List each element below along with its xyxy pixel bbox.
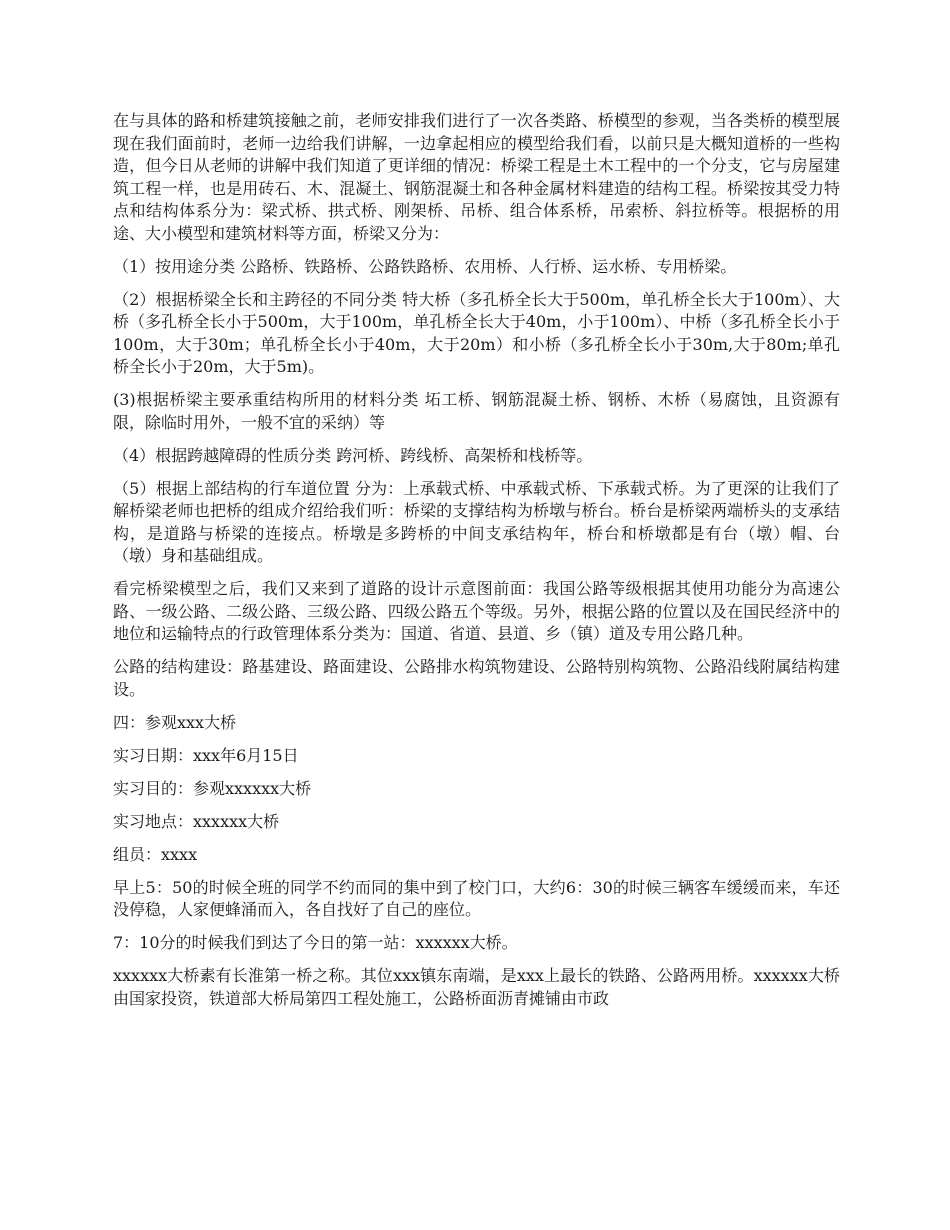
paragraph-purpose: 实习目的：参观xxxxxx大桥	[113, 778, 312, 798]
paragraph-arrival: 7：10分的时候我们到达了今日的第一站：xxxxxx大桥。	[113, 933, 518, 952]
paragraph-bridge-intro: xxxxxx大桥素有长淮第一桥之称。其位xxx镇东南端，是xxx上最长的铁路、公路两用桥。xxxxxx大桥由国家投资，铁道部大桥局第四工程处施工，公路桥面沥青摊铺由市政	[113, 966, 840, 1008]
paragraph-classification-by-use: （1）按用途分类 公路桥、铁路桥、公路铁路桥、农用桥、人行桥、运水桥、专用桥梁。	[113, 256, 737, 276]
paragraph-morning: 早上5：50的时候全班的同学不约而同的集中到了校门口，大约6：30的时候三辆客车缓缓而来，车还没停稳，人家便蜂涌而入，各自找好了自己的座位。	[113, 877, 840, 919]
paragraph-intro: 在与具体的路和桥建筑接触之前，老师安排我们进行了一次各类路、桥模型的参观，当各类桥的模型展现在我们面前时，老师一边给我们讲解，一边拿起相应的模型给我们看，以前只是大概知道桥的一些构造，但今日从老师的讲解中我们知道了更详细的情况：桥梁工程是土木工程中的一个分支，它与房屋建筑工程一样，也是用砖石、木、混凝土、钢筋混凝土和各种金属材料建造的结构工程。桥梁按其受力特点和结构体系分为：梁式桥、拱式桥、刚架桥、吊桥、组合体系桥，吊索桥、斜拉桥等。根据桥的用途、大小模型和建筑材料等方面，桥梁又分为：	[113, 111, 840, 243]
paragraph-road-structure: 公路的结构建设：路基建设、路面建设、公路排水构筑物建设、公路特别构筑物、公路沿线附属结构建设。	[113, 657, 840, 699]
paragraph-members: 组员：xxxx	[113, 844, 198, 864]
section-heading: 四：参观xxx大桥	[113, 712, 237, 732]
paragraph-classification-by-deck: （5）根据上部结构的行车道位置 分为：上承载式桥、中承载式桥、下承载式桥。为了更深的让我们了解桥梁老师也把桥的组成介绍给我们听：桥梁的支撑结构为桥墩与桥台。桥台是桥梁两端桥头的支承结构，是道路与桥梁的连接点。桥墩是多跨桥的中间支承结构年，桥台和桥墩都是有台（墩）帽、台（墩）身和基础组成。	[113, 478, 840, 565]
paragraph-classification-by-length: （2）根据桥梁全长和主跨径的不同分类 特大桥（多孔桥全长大于500m，单孔桥全长大于100m）、大桥（多孔桥全长小于500m，大于100m，单孔桥全长大于40m，小于100m）、中桥（多孔桥全长小于100m，大于30m；单孔桥全长小于40m，大于20m）和小桥（多孔桥全长小于30m,大于80m;单孔桥全长小于20m，大于5m)。	[113, 289, 840, 376]
paragraph-classification-by-obstacle: （4）根据跨越障碍的性质分类 跨河桥、跨线桥、高架桥和栈桥等。	[113, 445, 593, 465]
document-body	[113, 110, 840, 1021]
paragraph-location: 实习地点：xxxxxx大桥	[113, 811, 280, 831]
paragraph-classification-by-material: (3)根据桥梁主要承重结构所用的材料分类 坧工桥、钢筋混凝土桥、钢桥、木桥（易腐蚀，且资源有限，除临时用外，一般不宜的采纳）等	[113, 390, 840, 432]
paragraph-road-design: 看完桥梁模型之后，我们又来到了道路的设计示意图前面：我国公路等级根据其使用功能分为高速公路、一级公路、二级公路、三级公路、四级公路五个等级。另外，根据公路的位置以及在国民经济中的地位和运输特点的行政管理体系分类为：国道、省道、县道、乡（镇）道及专用公路几种。	[113, 579, 840, 643]
paragraph-date: 实习日期：xxx年6月15日	[113, 745, 299, 765]
